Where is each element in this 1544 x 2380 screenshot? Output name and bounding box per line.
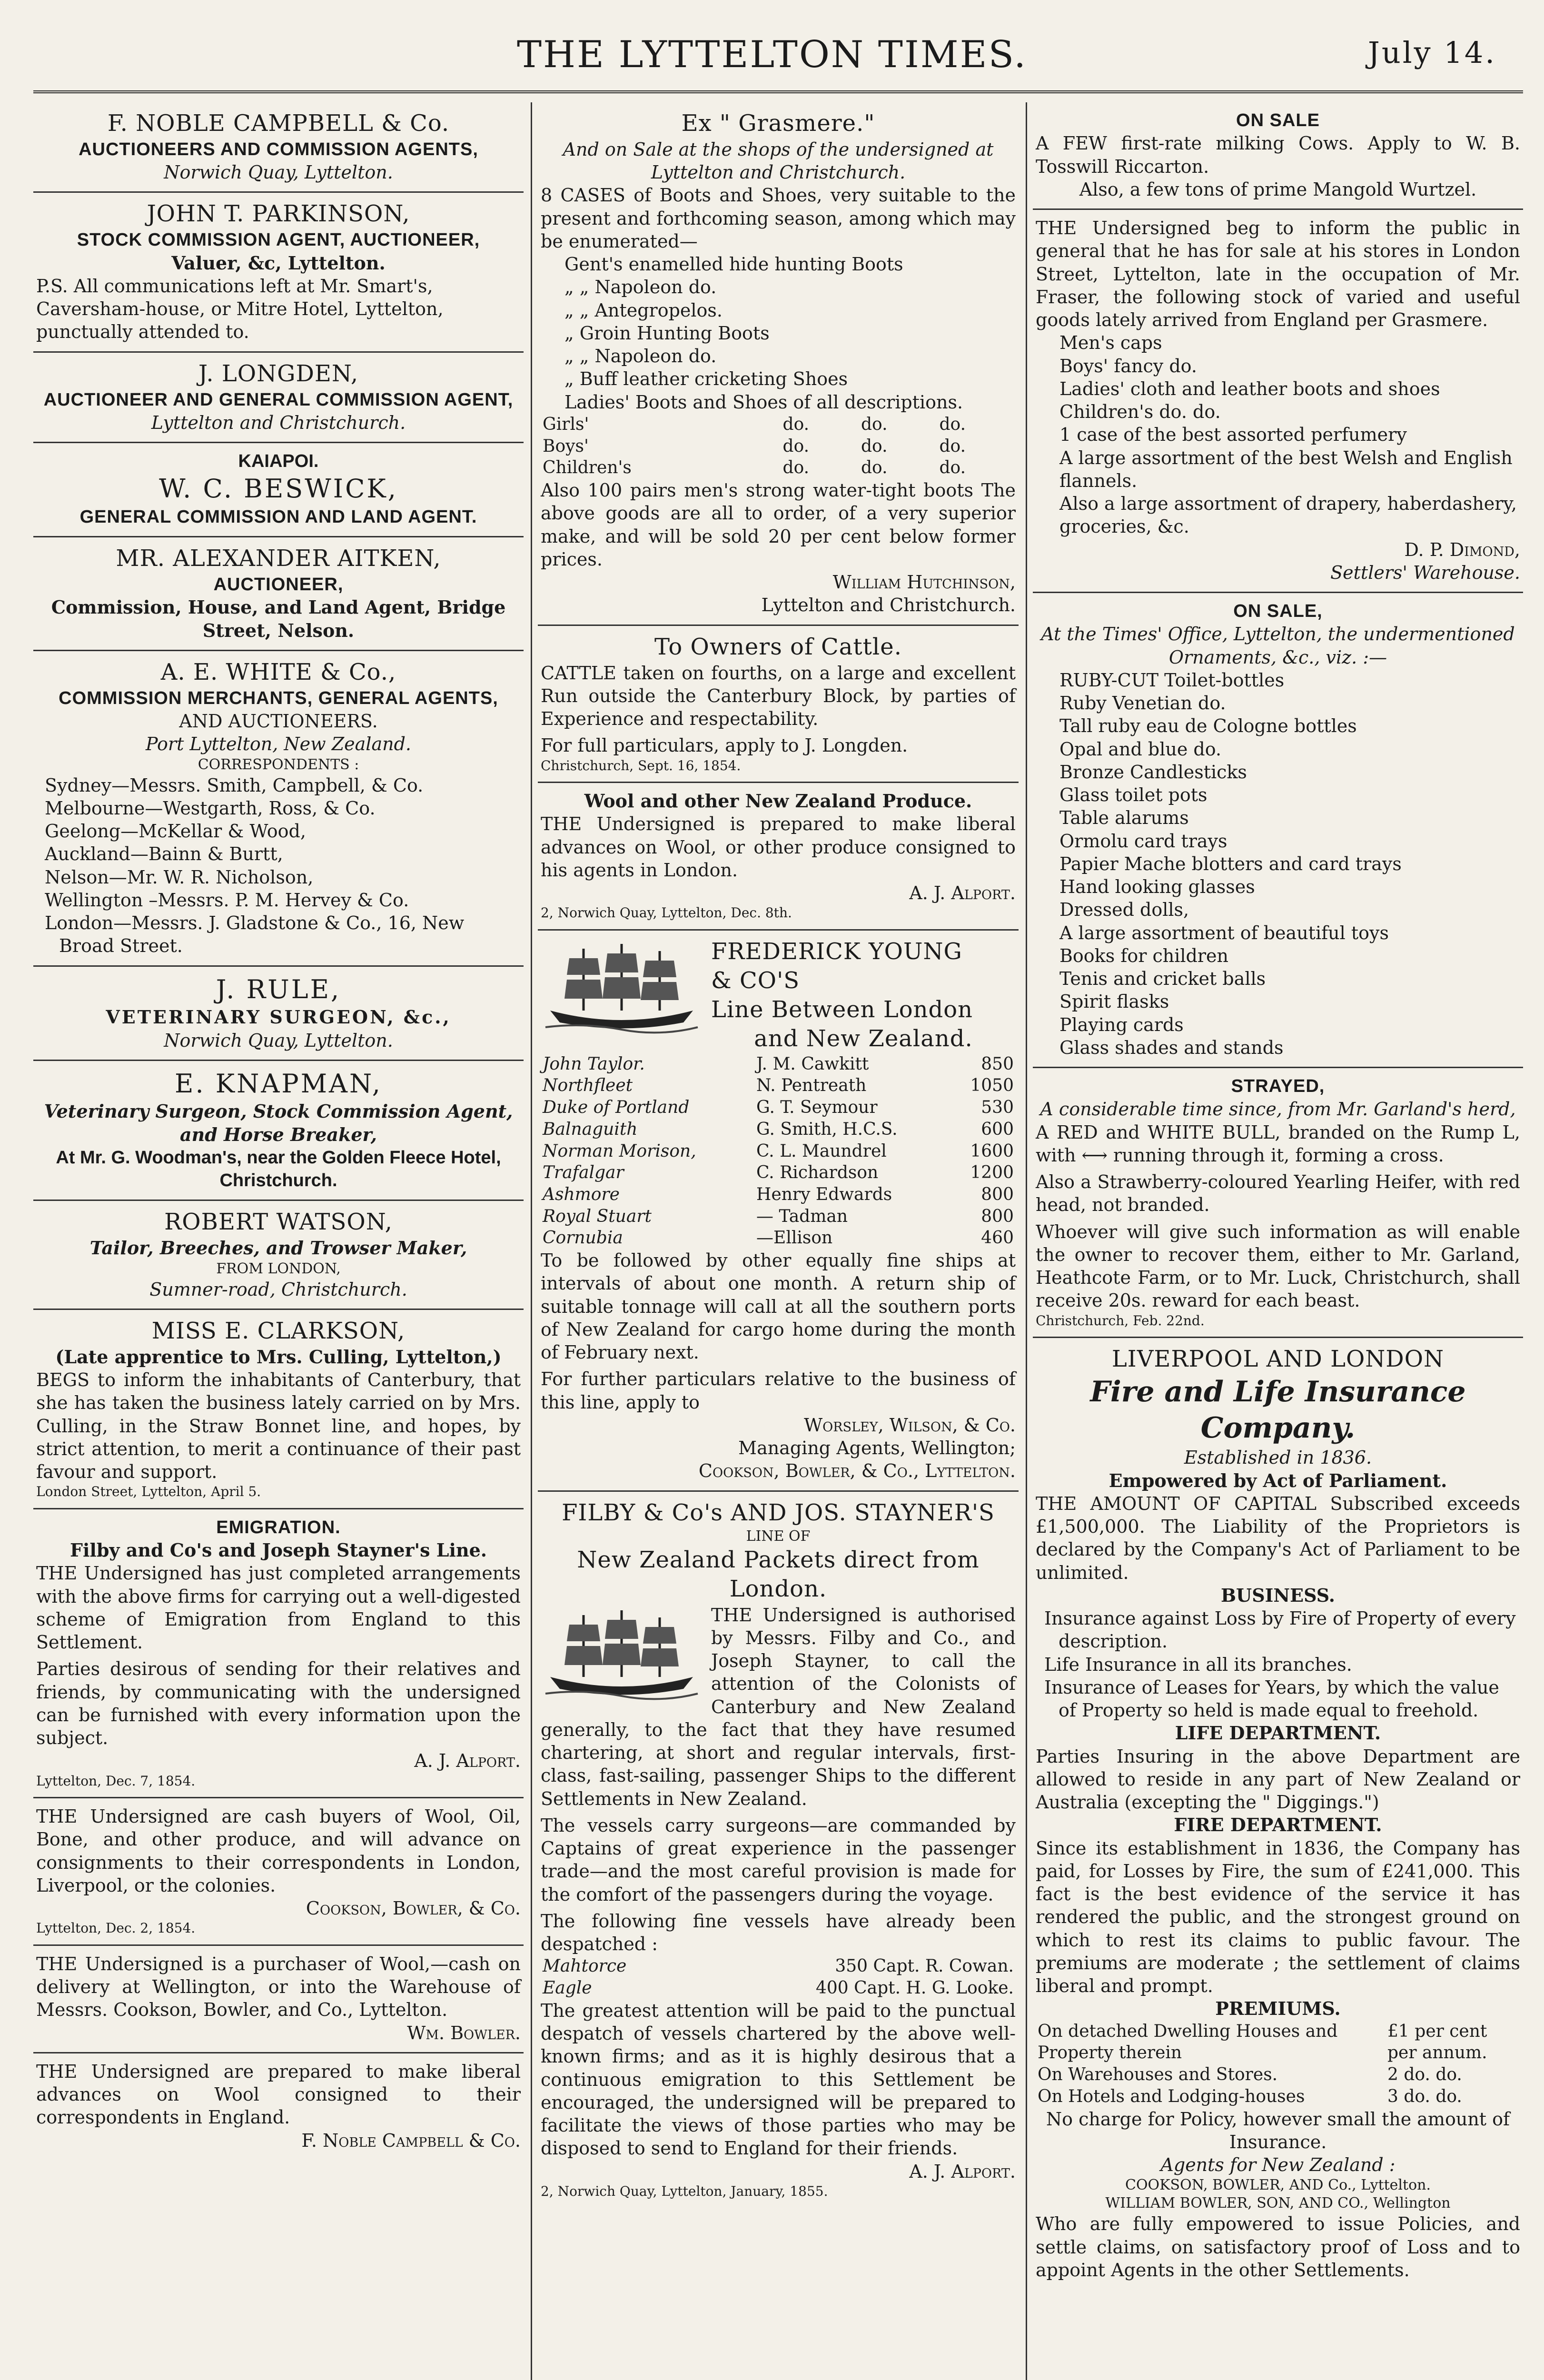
table-cell: J. M. Cawkitt [756, 1054, 869, 1074]
ad-body: Also a Strawberry-coloured Yearling Heifer, with red head, not branded. [1036, 1171, 1520, 1216]
ad-role: AUCTIONEERS AND COMMISSION AGENTS, [79, 139, 478, 159]
table-cell: 800 [981, 1185, 1014, 1205]
ad-body: To be followed by other equally fine ships at intervals of about one month. A return ship of suitable tonnage will call at all the southern ports of New Zealand for cargo home during the month of February next. [541, 1250, 1016, 1363]
list-item: Dressed dolls, [1059, 899, 1189, 921]
ad-watson [33, 1201, 524, 1310]
list-item: Spirit flasks [1059, 991, 1169, 1012]
table-cell: Boys' [543, 436, 589, 456]
ad-sign: Settlers' Warehouse. [1330, 562, 1520, 583]
ad-advances [33, 2053, 524, 2160]
list-item: A large assortment of beautiful toys [1059, 922, 1389, 943]
correspondent-line: Geelong—McKellar & Wood, [45, 821, 306, 842]
ad-sign: A. J. Alport. [909, 2161, 1016, 2182]
ad-role: VETERINARY SURGEON, &c., [106, 1006, 451, 1028]
ad-cash-buyers [33, 1798, 524, 1946]
ad-heading: FILBY & Co's AND JOS. STAYNER'S [562, 1499, 995, 1526]
ad-agent: COOKSON, BOWLER, AND Co., Lyttelton. [1125, 2177, 1431, 2194]
ad-sub: New Zealand Packets direct from London. [577, 1546, 980, 1602]
ad-body: For further particulars relative to the business of this line, apply to [541, 1368, 1016, 1413]
list-item: 1 case of the best assorted perfumery [1059, 424, 1407, 446]
ad-body: Since its establishment in 1836, the Company has paid, for Losses by Fire, the sum of £241,000. This fact is the best evidence of the service it has rendered the public, and the strongest ground on which to rest its claims to public favour. The premiums are moderate ; the settlement of claims liberal and prompt. [1036, 1837, 1520, 1997]
column-divider [531, 102, 532, 2380]
list-item: Insurance against Loss by Fire of Property of every description. [1044, 1608, 1516, 1652]
list-item: Children's do. do. [1059, 401, 1221, 422]
table-cell: do. [939, 436, 966, 456]
ad-sub: A considerable time since, from Mr. Garland's herd, [1040, 1099, 1516, 1120]
ad-body: Parties Insuring in the above Department are allowed to reside in any part of New Zealand or Australia (excepting the " Diggings.") [1036, 1745, 1520, 1813]
table-row [1036, 2064, 1520, 2086]
table-cell: do. [782, 436, 810, 456]
ad-sign: Managing Agents, Wellington; [738, 1438, 1016, 1459]
column-3 [1033, 102, 1523, 2380]
column-1 [33, 102, 524, 2380]
table-cell: Norman Morison, [543, 1141, 696, 1161]
ad-role: Veterinary Surgeon, Stock Commission Agent, and Horse Breaker, [44, 1101, 513, 1145]
ad-name: J. LONGDEN, [198, 360, 359, 387]
ad-body: Whoever will give such information as will enable the owner to recover them, either to Mr. Garland, Heathcote Farm, or to Mr. Luck, Christchurch, shall receive 20s. reward for each beast. [1036, 1221, 1520, 1311]
table-cell: Trafalgar [543, 1163, 624, 1183]
table-cell: Children's [543, 458, 632, 478]
table-cell: Eagle [543, 1978, 592, 1998]
ad-young-line [538, 931, 1019, 1492]
table-cell: 600 [981, 1119, 1014, 1139]
ad-line: and New Zealand. [754, 1025, 973, 1052]
correspondent-line: London—Messrs. J. Gladstone & Co., 16, New Broad Street. [45, 912, 465, 957]
ad-name: F. NOBLE CAMPBELL & Co. [107, 110, 450, 137]
ad-role: AUCTIONEER AND GENERAL COMMISSION AGENT, [43, 389, 514, 410]
ad-dimond [1033, 210, 1523, 593]
ad-body: THE Undersigned has just completed arrangements with the above firms for carrying out a well-digested scheme of Emigration from England to this Settlement. [36, 1563, 521, 1653]
ad-body: Who are fully empowered to issue Policies, and settle claims, on satisfactory proof of Loss and to appoint Agents in the other Settlements. [1036, 2213, 1520, 2281]
column-2 [538, 102, 1019, 2380]
table-cell: C. Richardson [756, 1163, 879, 1183]
table-cell: 400 Capt. H. G. Looke. [815, 1978, 1014, 1998]
ad-sub: Commission, House, and Land Agent, Bridge Street, Nelson. [51, 596, 506, 641]
table-row [541, 436, 1016, 457]
table-cell: John Taylor. [543, 1054, 645, 1074]
table-row [541, 1097, 1016, 1119]
ad-body: THE Undersigned is authorised by Messrs. Filby and Co., and Joseph Stayner, to call the attention of the Colonists of Canterbury and New Zealand generally, to the fact that they have resumed chartering, at short and regular intervals, first-class, fast-sailing, passenger Ships to the different Settlements in New Zealand. [541, 1604, 1016, 1809]
list-item: Boys' fancy do. [1059, 355, 1197, 377]
ad-rule [33, 967, 524, 1061]
ad-strayed [1033, 1068, 1523, 1338]
table-cell: do. [861, 436, 888, 456]
correspondent-line: Sydney—Messrs. Smith, Campbell, & Co. [45, 774, 424, 796]
ships-table [541, 1955, 1016, 1999]
table-cell: 460 [981, 1228, 1014, 1248]
ad-body: 8 CASES of Boots and Shoes, very suitable to the present and forthcoming season, among which may be enumerated— [541, 185, 1016, 252]
ad-name: ROBERT WATSON, [164, 1209, 393, 1236]
ad-ornaments [1033, 593, 1523, 1068]
ad-purchaser [33, 1946, 524, 2053]
ad-sign: Worsley, Wilson, & Co. [804, 1414, 1016, 1436]
ad-insurance [1033, 1338, 1523, 2289]
ad-name: MR. ALEXANDER AITKEN, [116, 545, 441, 572]
ad-wool [538, 783, 1019, 931]
ad-name: W. C. BESWICK, [159, 474, 398, 504]
table-cell: do. [861, 458, 888, 478]
premiums-table [1036, 2021, 1520, 2108]
ad-body: CATTLE taken on fourths, on a large and excellent Run outside the Canterbury Block, by parties of Experience and respectability. [541, 662, 1016, 730]
ad-white [33, 651, 524, 967]
list-item: Playing cards [1059, 1014, 1184, 1035]
table-cell: On Hotels and Lodging-houses [1038, 2086, 1305, 2106]
table-cell: do. [939, 458, 966, 478]
ad-emigration [33, 1509, 524, 1798]
list-item: Table alarums [1059, 807, 1189, 829]
ad-act: Empowered by Act of Parliament. [1109, 1469, 1447, 1491]
list-item: Life Insurance in all its branches. [1044, 1654, 1352, 1675]
table-row [541, 1977, 1016, 1999]
ad-sign: A. J. Alport. [909, 883, 1016, 904]
ad-sign: London Street, Lyttelton, April 5. [36, 1484, 261, 1500]
ad-sub: (Late apprentice to Mrs. Culling, Lyttelton,) [55, 1346, 502, 1368]
ad-body: BEGS to inform the inhabitants of Canterbury, that she has taken the business lately carried on by Mrs. Culling, in the Straw Bonnet line, and hopes, by strict attention, to merit a continuance of their past favour and support. [36, 1369, 521, 1483]
ad-section: FIRE DEPARTMENT. [1174, 1814, 1382, 1836]
ships-table [541, 1053, 1016, 1249]
ad-date: 2, Norwich Quay, Lyttelton, January, 1855. [541, 2183, 828, 2199]
ad-sign: Wm. Bowler. [407, 2022, 521, 2043]
list-item: Glass shades and stands [1059, 1037, 1284, 1058]
list-item: Papier Mache blotters and card trays [1059, 853, 1402, 874]
table-row [541, 457, 1016, 479]
ad-section: BUSINESS. [1220, 1584, 1336, 1606]
ad-role: STOCK COMMISSION AGENT, AUCTIONEER, [77, 230, 480, 250]
list-item: A large assortment of the best Welsh and English flannels. [1059, 447, 1513, 491]
ad-date: 2, Norwich Quay, Lyttelton, Dec. 8th. [541, 905, 792, 921]
ad-sign: Cookson, Bowler, & Co., Lyttelton. [698, 1460, 1016, 1482]
ad-name: Fire and Life Insurance Company. [1090, 1375, 1466, 1445]
ad-date: Christchurch, Feb. 22nd. [1036, 1312, 1205, 1329]
table-cell: 850 [981, 1054, 1014, 1074]
table-cell: Royal Stuart [543, 1206, 652, 1226]
sailing-ship-icon [541, 1606, 703, 1706]
correspondent-line: Wellington –Messrs. P. M. Hervey & Co. [45, 889, 409, 911]
correspondent-line: Auckland—Bainn & Burtt, [45, 843, 283, 865]
table-row [541, 1119, 1016, 1140]
ad-note: P.S. All communications left at Mr. Smart's, Caversham-house, or Mitre Hotel, Lyttelton, punctually attended to. [36, 275, 444, 343]
list-item: Opal and blue do. [1059, 738, 1222, 760]
ad-role: COMMISSION MERCHANTS, GENERAL AGENTS, [59, 688, 498, 708]
ad-name: JOHN T. PARKINSON, [147, 200, 410, 228]
list-item: „ „ Napoleon do. [564, 346, 717, 367]
ad-est: Established in 1836. [1184, 1447, 1372, 1468]
table-cell: 1600 [970, 1141, 1014, 1161]
table-cell: 800 [981, 1206, 1014, 1226]
table-row [541, 1075, 1016, 1097]
list-item: Ormolu card trays [1059, 830, 1227, 852]
ad-role-2: AND AUCTIONEERS. [179, 711, 378, 732]
ad-place: KAIAPOI. [238, 451, 319, 472]
ad-line: Line Between London [711, 996, 973, 1023]
list-item: RUBY-CUT Toilet-bottles [1059, 669, 1285, 691]
ad-name: A. E. WHITE & Co., [160, 658, 396, 685]
table-row [541, 1140, 1016, 1162]
list-item: „ „ Antegropelos. [564, 299, 723, 321]
ad-date: Lyttelton, Dec. 7, 1854. [36, 1773, 196, 1789]
ad-aitken [33, 537, 524, 651]
ad-date: Christchurch, Sept. 16, 1854. [541, 757, 741, 774]
ad-sub: Filby and Co's and Joseph Stayner's Line. [70, 1539, 487, 1561]
list-item: Ladies' cloth and leather boots and shoes [1059, 378, 1440, 399]
ad-longden [33, 353, 524, 443]
table-cell: Balnaguith [543, 1119, 638, 1139]
ad-sign: F. Noble Campbell & Co. [301, 2130, 521, 2151]
table-cell: Northfleet [543, 1076, 633, 1096]
table-row [541, 1206, 1016, 1228]
ad-place: Lyttelton and Christchurch. [151, 412, 406, 433]
ad-body: THE Undersigned are prepared to make liberal advances on Wool consigned to their correspondents in England. [36, 2061, 521, 2128]
ad-body: A FEW first-rate milking Cows. Apply to W. B. Tosswill Riccarton. [1036, 133, 1520, 177]
ad-body: THE Undersigned beg to inform the public in general that he has for sale at his stores in London Street, Lyttelton, late in the occupation of Mr. Fraser, the following stock of varied and useful goods lately arrived from England per Grasmere. [1036, 218, 1520, 330]
list-item: Tenis and cricket balls [1059, 968, 1266, 989]
ad-section: PREMIUMS. [1215, 1998, 1341, 2020]
ad-body: For full particulars, apply to J. Longden. [541, 735, 908, 756]
ad-note: No charge for Policy, however small the amount of Insurance. [1046, 2108, 1510, 2152]
ad-heading: Ex " Grasmere." [681, 110, 875, 137]
item-list [1036, 669, 1520, 1059]
table-cell: Girls' [543, 414, 589, 434]
table-cell: do. [939, 414, 966, 434]
table-cell: On Warehouses and Stores. [1038, 2065, 1278, 2085]
table-row [541, 1053, 1016, 1075]
ad-agents: Agents for New Zealand : [1160, 2154, 1396, 2175]
ad-sign: Lyttelton and Christchurch. [761, 595, 1016, 616]
masthead-title: THE LYTTELTON TIMES. [516, 33, 1028, 76]
table-cell: 2 do. do. [1387, 2065, 1462, 2085]
ad-name: FREDERICK YOUNG [711, 938, 962, 965]
ad-body: A RED and WHITE BULL, branded on the Rump L, with ⟷ running through it, forming a cross. [1036, 1121, 1520, 1166]
column-divider [1026, 102, 1027, 2380]
sailing-ship-icon [541, 939, 703, 1039]
list-item: Men's caps [1059, 332, 1162, 354]
list-item: Hand looking glasses [1059, 876, 1255, 897]
correspondent-line: Nelson—Mr. W. R. Nicholson, [45, 866, 314, 888]
table-cell: G. T. Seymour [756, 1098, 878, 1118]
table-row [541, 1955, 1016, 1977]
table-cell: On detached Dwelling Houses and Property therein [1038, 2021, 1338, 2063]
shoe-table [541, 414, 1016, 479]
table-cell: C. L. Maundrel [756, 1141, 887, 1161]
ad-from: FROM LONDON, [216, 1260, 341, 1277]
list-item: „ Groin Hunting Boots [564, 322, 770, 344]
ad-date: Lyttelton, Dec. 2, 1854. [36, 1920, 196, 1936]
ad-grasmere [538, 102, 1019, 626]
ad-sign: D. P. Dimond, [1404, 539, 1520, 560]
table-cell: Mahtorce [543, 1956, 627, 1976]
ad-name: E. KNAPMAN, [175, 1068, 382, 1099]
ad-name: & CO'S [711, 967, 800, 994]
table-cell: — Tadman [756, 1206, 848, 1226]
ad-body: THE Undersigned is a purchaser of Wool,—cash on delivery at Wellington, or into the Warehouse of Messrs. Cookson, Bowler, and Co., Lyttelton. [36, 1953, 521, 2021]
table-cell: do. [782, 458, 810, 478]
ad-agent: WILLIAM BOWLER, SON, AND CO., Wellington [1105, 2195, 1451, 2212]
ad-place: Norwich Quay, Lyttelton. [164, 1030, 393, 1051]
ad-place: Port Lyttelton, New Zealand. [146, 734, 411, 755]
correspondent-line: Melbourne—Westgarth, Ross, & Co. [45, 797, 376, 819]
ad-heading: ON SALE [1236, 110, 1320, 130]
ad-cattle [538, 626, 1019, 783]
ad-body: Also, a few tons of prime Mangold Wurtzel. [1079, 178, 1477, 200]
table-row [1036, 2021, 1520, 2064]
ad-sub: At the Times' Office, Lyttelton, the undermentioned Ornaments, &c., viz. :— [1041, 624, 1515, 668]
ad-sign: Cookson, Bowler, & Co. [306, 1898, 521, 1919]
ad-sign: A. J. Alport. [414, 1750, 521, 1772]
ad-line: LINE OF [746, 1527, 811, 1545]
table-cell: 530 [981, 1098, 1014, 1118]
ad-place: Sumner-road, Christchurch. [149, 1279, 407, 1300]
table-cell: Duke of Portland [543, 1098, 690, 1118]
ad-heading: EMIGRATION. [216, 1517, 341, 1537]
ad-body: Also 100 pairs men's strong water-tight boots The above goods are all to order, of a very superior make, and will be sold 20 per cent below former prices. [541, 480, 1016, 570]
ad-section: LIFE DEPARTMENT. [1175, 1722, 1381, 1744]
table-cell: £1 per cent per annum. [1387, 2021, 1487, 2063]
ad-role: Tailor, Breeches, and Trowser Maker, [89, 1237, 467, 1259]
table-cell: 1200 [970, 1163, 1014, 1183]
table-cell: Henry Edwards [756, 1185, 892, 1205]
ad-body: The following fine vessels have already been despatched : [541, 1910, 1016, 1955]
table-cell: G. Smith, H.C.S. [756, 1119, 898, 1139]
ad-filby-stayner [538, 1492, 1019, 2208]
table-cell: 350 Capt. R. Cowan. [835, 1956, 1014, 1976]
table-row [541, 1162, 1016, 1184]
ad-place: Norwich Quay, Lyttelton. [164, 162, 393, 183]
list-item: Books for children [1059, 945, 1228, 966]
table-cell: N. Pentreath [756, 1076, 867, 1096]
ad-sub: Valuer, &c, Lyttelton. [171, 252, 386, 274]
ad-knapman [33, 1061, 524, 1201]
table-cell: do. [782, 414, 810, 434]
list-item: Also a large assortment of drapery, haberdashery, groceries, &c. [1059, 493, 1517, 537]
ad-beswick [33, 443, 524, 537]
ad-heading: Wool and other New Zealand Produce. [584, 790, 972, 812]
list-item: „ Buff leather cricketing Shoes [564, 368, 848, 390]
table-cell: —Ellison [756, 1228, 833, 1248]
list-item: Ruby Venetian do. [1059, 693, 1226, 714]
list-item: Gent's enamelled hide hunting Boots [564, 254, 903, 275]
item-list [541, 253, 1016, 414]
masthead-date: July 14. [1368, 35, 1496, 70]
ad-name: J. RULE, [216, 974, 341, 1004]
table-cell: 1050 [970, 1076, 1014, 1096]
table-row [541, 1184, 1016, 1206]
table-cell: Cornubia [543, 1228, 623, 1248]
ad-parkinson [33, 193, 524, 352]
ad-cows [1033, 102, 1523, 210]
list-item: Glass toilet pots [1059, 784, 1207, 805]
item-list [1036, 331, 1520, 538]
ad-sign: William Hutchinson, [832, 572, 1016, 593]
ad-role: GENERAL COMMISSION AND LAND AGENT. [79, 506, 477, 527]
ad-heading: LIVERPOOL AND LONDON [1111, 1346, 1445, 1373]
ad-heading: To Owners of Cattle. [654, 633, 902, 660]
ad-sub: And on Sale at the shops of the undersigned at Lyttelton and Christchurch. [563, 139, 994, 183]
table-row [541, 1227, 1016, 1249]
ad-body: Parties desirous of sending for their relatives and friends, by communicating with the undersigned can be furnished with every information upon the subject. [36, 1658, 521, 1749]
ad-body: The greatest attention will be paid to the punctual despatch of vessels chartered by the above well-known firms; and as it is highly desirous that a continuous emigration to this Settlement be encouraged, the undersigned will be prepared to facilitate the views of those parties who may be disposed to send to England for their friends. [541, 2000, 1016, 2159]
ad-body: THE Undersigned is prepared to make liberal advances on Wool, or other produce consigned to his agents in London. [541, 813, 1016, 881]
ad-name: MISS E. CLARKSON, [151, 1317, 406, 1344]
ad-body: The vessels carry surgeons—are commanded by Captains of great experience in the passenger trade—and the most careful provision is made for the comfort of the passengers during the voyage. [541, 1815, 1016, 1905]
table-cell: 3 do. do. [1387, 2086, 1462, 2106]
ad-body: THE Undersigned are cash buyers of Wool, Oil, Bone, and other produce, and will advance on consignments to their correspondents in London, Liverpool, or the colonies. [36, 1806, 521, 1896]
ad-role: AUCTIONEER, [213, 575, 344, 595]
table-row [1036, 2086, 1520, 2108]
table-row [541, 414, 1016, 436]
list-item: Bronze Candlesticks [1059, 761, 1247, 783]
masthead-rule [33, 90, 1523, 93]
ad-correspondents: CORRESPONDENTS : [198, 756, 359, 773]
ad-heading: STRAYED, [1231, 1076, 1325, 1096]
ad-place: At Mr. G. Woodman's, near the Golden Fleece Hotel, Christchurch. [56, 1147, 501, 1191]
ad-heading: ON SALE, [1233, 601, 1323, 621]
ad-campbell [33, 102, 524, 193]
list-item: Ladies' Boots and Shoes of all descriptions. [564, 391, 963, 413]
table-cell: do. [861, 414, 888, 434]
list-item: „ „ Napoleon do. [564, 277, 717, 298]
list-item: Tall ruby eau de Cologne bottles [1059, 715, 1357, 737]
ad-body: THE AMOUNT OF CAPITAL Subscribed exceeds £1,500,000. The Liability of the Proprietors is declared by the Company's Act of Parliament to be unlimited. [1036, 1493, 1520, 1583]
list-item: Insurance of Leases for Years, by which the value of Property so held is made equal to freehold. [1044, 1676, 1499, 1721]
masthead [19, 33, 1525, 86]
ad-clarkson [33, 1310, 524, 1509]
table-cell: Ashmore [543, 1185, 620, 1205]
